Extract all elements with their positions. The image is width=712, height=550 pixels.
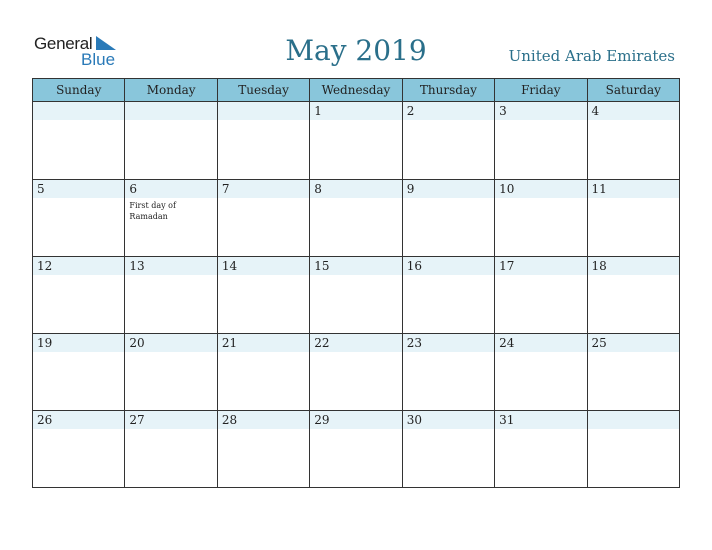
- logo-word-blue: Blue: [81, 50, 116, 69]
- day-number: 1: [310, 102, 401, 120]
- day-cell: [587, 334, 679, 411]
- day-number: [588, 411, 679, 429]
- weekday-header: Tuesday: [217, 79, 309, 102]
- weekday-header: Friday: [495, 79, 587, 102]
- day-number: 3: [495, 102, 586, 120]
- day-number: 30: [403, 411, 494, 429]
- day-number: 16: [403, 257, 494, 275]
- weekday-header: Saturday: [587, 79, 679, 102]
- day-number: 14: [218, 257, 309, 275]
- day-number: 26: [33, 411, 124, 429]
- country-label: United Arab Emirates: [508, 47, 675, 65]
- day-number: 18: [588, 257, 679, 275]
- day-cell: [587, 180, 679, 257]
- logo-word-general: General: [34, 34, 93, 53]
- day-number: 8: [310, 180, 401, 198]
- day-number: 7: [218, 180, 309, 198]
- day-number: [125, 102, 216, 120]
- day-cell: [587, 102, 679, 180]
- day-number: 11: [588, 180, 679, 198]
- day-cell: [125, 180, 217, 257]
- day-cell: [217, 180, 309, 257]
- day-cell: [310, 257, 402, 334]
- day-number: 6: [125, 180, 216, 198]
- holiday-event: First day of Ramadan: [129, 201, 176, 221]
- weekday-header: Wednesday: [310, 79, 402, 102]
- day-cell: [125, 102, 217, 180]
- day-cell: [495, 411, 587, 488]
- day-cell: [495, 102, 587, 180]
- day-number: 25: [588, 334, 679, 352]
- weekday-header: Thursday: [402, 79, 494, 102]
- week-row: [33, 102, 680, 180]
- day-number: 23: [403, 334, 494, 352]
- week-row: [33, 180, 680, 257]
- day-number: 19: [33, 334, 124, 352]
- day-cell: [33, 180, 125, 257]
- day-cell: [310, 334, 402, 411]
- day-number: [218, 102, 309, 120]
- day-cell: [125, 334, 217, 411]
- day-number: 21: [218, 334, 309, 352]
- day-number: 10: [495, 180, 586, 198]
- calendar-title: May 2019: [285, 34, 427, 67]
- day-cell: [310, 102, 402, 180]
- day-number: 20: [125, 334, 216, 352]
- day-cell: [495, 257, 587, 334]
- day-cell: [33, 334, 125, 411]
- day-cell: [402, 411, 494, 488]
- day-number: [33, 102, 124, 120]
- weekday-header: Monday: [125, 79, 217, 102]
- day-cell: [217, 334, 309, 411]
- day-number: 15: [310, 257, 401, 275]
- day-cell: [217, 411, 309, 488]
- day-cell: [402, 180, 494, 257]
- week-row: [33, 334, 680, 411]
- day-cell: [125, 257, 217, 334]
- week-row: [33, 411, 680, 488]
- day-number: 22: [310, 334, 401, 352]
- day-number: 17: [495, 257, 586, 275]
- day-number: 9: [403, 180, 494, 198]
- day-cell: [402, 257, 494, 334]
- month-calendar: [32, 78, 680, 488]
- day-cell: [125, 411, 217, 488]
- day-cell: [33, 102, 125, 180]
- day-cell: [587, 257, 679, 334]
- day-cell: [310, 180, 402, 257]
- day-cell: [33, 257, 125, 334]
- day-cell: [217, 257, 309, 334]
- day-number: 31: [495, 411, 586, 429]
- weekday-header-row: [33, 79, 680, 102]
- week-row: [33, 257, 680, 334]
- day-number: 4: [588, 102, 679, 120]
- day-cell: [402, 102, 494, 180]
- day-cell: [495, 180, 587, 257]
- day-cell: [217, 102, 309, 180]
- day-cell: [33, 411, 125, 488]
- day-number: 27: [125, 411, 216, 429]
- day-number: 28: [218, 411, 309, 429]
- day-number: 13: [125, 257, 216, 275]
- day-cell: [587, 411, 679, 488]
- day-number: 24: [495, 334, 586, 352]
- day-number: 2: [403, 102, 494, 120]
- weekday-header: Sunday: [33, 79, 125, 102]
- day-cell: [310, 411, 402, 488]
- day-number: 5: [33, 180, 124, 198]
- day-cell: [495, 334, 587, 411]
- day-number: 29: [310, 411, 401, 429]
- day-number: 12: [33, 257, 124, 275]
- day-cell: [402, 334, 494, 411]
